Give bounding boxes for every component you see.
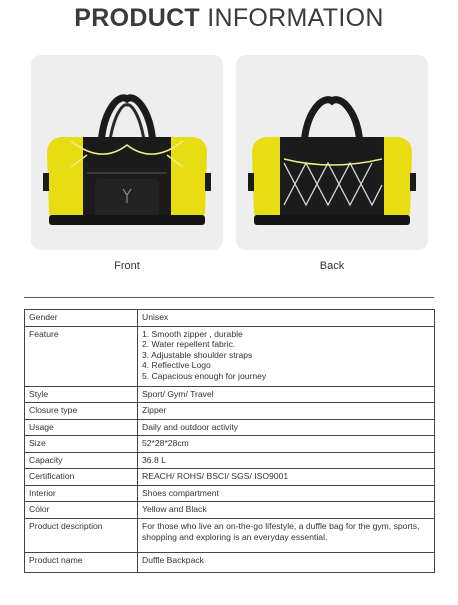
spec-label: Feature (25, 326, 138, 386)
back-caption: Back (319, 260, 345, 272)
spec-label: Closure type (25, 403, 138, 420)
table-row (25, 452, 435, 469)
spec-value: Zipper (138, 403, 435, 420)
spec-value: Sport/ Gym/ Travel (138, 386, 435, 403)
table-row (25, 326, 435, 386)
spec-value: Unisex (138, 310, 435, 327)
spec-value: For those who live an on-the-go lifestyle, a duffle bag for the gym, sports, shopping and exploring is an everyday essential. (138, 518, 435, 552)
feature-item: 1. Smooth zipper , durable (142, 328, 243, 339)
spec-table (24, 309, 435, 573)
title-bold: PRODUCT (74, 4, 201, 32)
spec-label: Style (25, 386, 138, 403)
spec-label: Interior (25, 485, 138, 502)
table-row (25, 485, 435, 502)
spec-label: Usage (25, 419, 138, 436)
spec-label: Color (25, 502, 138, 519)
spec-value: REACH/ ROHS/ BSCI/ SGS/ ISO9001 (138, 469, 435, 486)
spec-label: Capacity (25, 452, 138, 469)
title-light: INFORMATION (207, 4, 384, 32)
table-row (25, 419, 435, 436)
table-row (25, 436, 435, 453)
spec-label: Certification (25, 469, 138, 486)
spec-label: Product description (25, 518, 138, 552)
spec-value: Yellow and Black (138, 502, 435, 519)
spec-value: Shoes compartment (138, 485, 435, 502)
feature-item: 2. Water repellent fabric. (142, 339, 236, 349)
table-row (25, 469, 435, 486)
table-row (25, 403, 435, 420)
table-row (25, 386, 435, 403)
section-divider (24, 297, 434, 298)
spec-value: Daily and outdoor activity (138, 419, 435, 436)
feature-list (138, 326, 435, 386)
table-row (25, 310, 435, 327)
spec-value: Duffle Backpack (138, 552, 435, 572)
table-row (25, 518, 435, 552)
spec-label: Size (25, 436, 138, 453)
front-caption: Front (114, 260, 140, 272)
spec-label: Product name (25, 552, 138, 572)
feature-item: 4. Reflective Logo (142, 360, 211, 370)
spec-value: 36.8 L (138, 452, 435, 469)
front-product-photo (31, 55, 223, 250)
spec-label: Gender (25, 310, 138, 327)
spec-value: 52*28*28cm (138, 436, 435, 453)
feature-item: 3. Adjustable shoulder straps (142, 349, 253, 360)
table-row (25, 502, 435, 519)
feature-item: 5. Capacious enough for journey (142, 370, 267, 381)
page-title (0, 4, 458, 33)
back-product-photo (236, 55, 428, 250)
table-row (25, 552, 435, 572)
